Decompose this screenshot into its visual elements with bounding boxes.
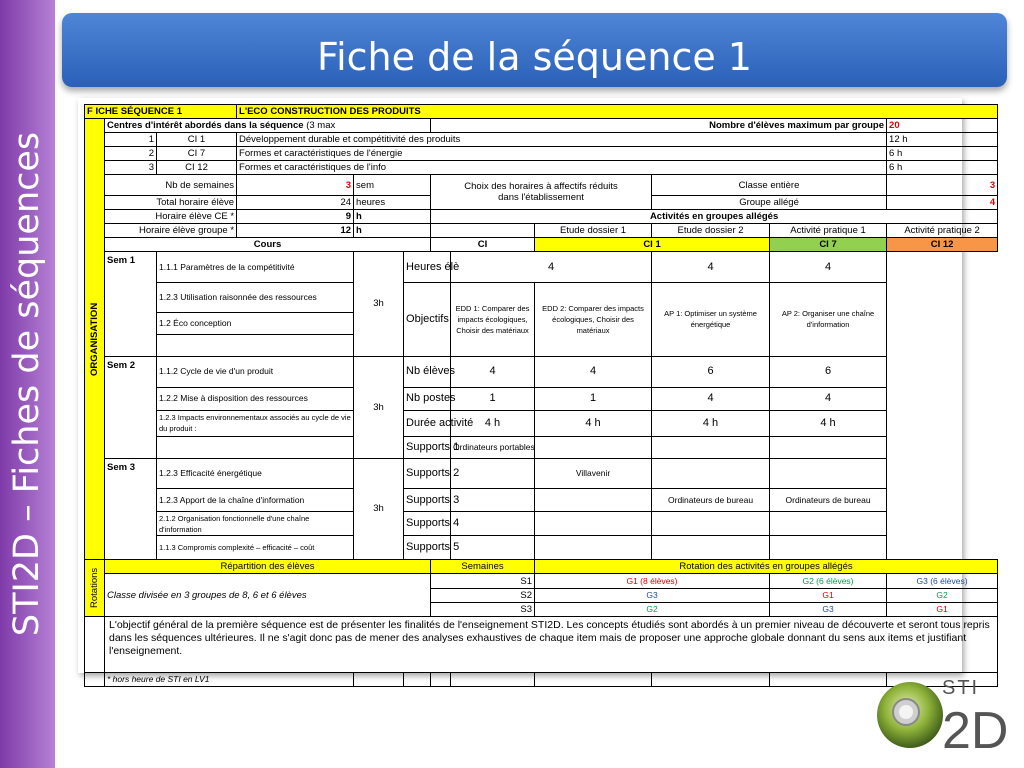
sem2-row-2: 1.2.2 Mise à disposition des ressources Nb postes 1 1 4 4 <box>85 387 998 410</box>
sem3-row-2: 1.2.3 Apport de la chaîne d'information Supports 3 Ordinateurs de bureau Ordinateurs de bureau <box>85 489 998 512</box>
rotation-row-s3: S3 G2 G3 G1 <box>85 603 998 617</box>
sem1-row-1: Sem 1 1.1.1 Paramètres de la compétitivité 3h Heures élè 4 4 4 <box>85 252 998 283</box>
sidebar-title: STI2D – Fiches de séquences <box>7 131 47 637</box>
activites-title: Activités en groupes allégés <box>431 210 998 224</box>
cours-label: Cours <box>105 238 431 252</box>
ci-row-3: 3 CI 12 Formes et caractéristiques de l'info 6 h <box>85 161 998 175</box>
logo-text-sti: STI <box>942 677 980 699</box>
page-title: Fiche de la séquence 1 <box>317 35 752 79</box>
col-head-2: Etude dossier 2 <box>652 224 770 238</box>
ci-label: CI <box>431 238 535 252</box>
sem2-row-1: Sem 2 1.1.2 Cycle de vie d'un produit 3h Nb élèves 4 4 6 6 <box>85 356 998 387</box>
sheet-grid <box>84 104 996 684</box>
rotations-label: Rotations <box>89 567 100 609</box>
rotations-cell <box>85 560 105 617</box>
sti2d-logo <box>870 670 1020 760</box>
total-horaire-row: Total horaire élève 24 heures Groupe allégé 4 <box>85 196 998 210</box>
sem1-row-2: 1.2.3 Utilisation raisonnée des ressources Objectifs EDD 1: Comparer des impacts écologiques, Choisir des matériaux EDD 2: Comparer des impacts écologiques, Choisir des matériaux AP 1: Optimiser un système énergétique AP 2: Organiser une chaîne d'information <box>85 283 998 312</box>
centres-label: Centres d'intérêt abordés dans la séquence <box>107 120 304 131</box>
footnote-row <box>85 673 998 687</box>
sem2-row-3: 1.2.3 Impacts environnementaux associés au cycle de vie du produit : Durée activité 4 h 4 h 4 h 4 h <box>85 410 998 436</box>
horaire-groupe-row: Horaire élève groupe * 12 h Etude dossier 1 Etude dossier 2 Activité pratique 1 Activité pratique 2 <box>85 224 998 238</box>
semaines-row: Nb de semaines 3 sem Choix des horaires à affectifs réduits dans l'établissement Classe entière 3 <box>85 175 998 196</box>
col-head-1: Etude dossier 1 <box>535 224 652 238</box>
rotation-row-s2: S2 G3 G1 G2 <box>85 589 998 603</box>
max-eleves-value: 20 <box>887 119 998 133</box>
objectif-row <box>85 617 998 673</box>
ci-row-1: 1 CI 1 Développement durable et compétitivité des produits 12 h <box>85 133 998 147</box>
sem3-row-1: Sem 3 1.2.3 Efficacité énergétique 3h Supports 2 Villavenir <box>85 458 998 488</box>
organisation-cell <box>85 119 105 560</box>
ci-row-2: 2 CI 7 Formes et caractéristiques de l'énergie 6 h <box>85 147 998 161</box>
sem3-row-4: 1.1.3 Compromis complexité – efficacité – coût Supports 5 <box>85 536 998 560</box>
sequence-table <box>84 104 998 560</box>
title-row <box>85 105 998 119</box>
logo-text-2d: 2D <box>942 702 1009 760</box>
choix-horaires: Choix des horaires à affectifs réduits dans l'établissement <box>431 175 652 210</box>
objectif-general: L'objectif général de la première séquence est de présenter les finalités de l'enseignement STI2D. Les concepts étudiés sont abordés à un premier niveau de découverte et seront tous repris dans les séquences ultérieures. Il ne s'agit donc pas de mener des analyses exhaustives de chaque item mais de proposer une approche globale donnant du sens aux items et justifiant l'enseignement. <box>105 617 998 673</box>
max-eleves-label: Nombre d'élèves maximum par groupe <box>431 119 887 133</box>
sheet-title: F ICHE SÉQUENCE 1 <box>85 105 237 119</box>
sem2-row-4: Supports 1 Ordinateurs portables <box>85 436 998 458</box>
rotations-head-row: Rotations Répartition des élèves Semaines Rotation des activités en groupes allégés <box>85 560 998 574</box>
sidebar <box>0 0 55 768</box>
col-head-4: Activité pratique 2 <box>887 224 998 238</box>
cours-ci-row: Cours CI CI 1 CI 7 CI 12 <box>85 238 998 252</box>
sem1-row-3: 1.2 Éco conception <box>85 312 998 334</box>
title-banner <box>62 13 1007 87</box>
sheet-theme: L'ECO CONSTRUCTION DES PRODUITS <box>237 105 998 119</box>
rotations-table <box>84 559 998 687</box>
col-head-3: Activité pratique 1 <box>770 224 887 238</box>
centres-note: (3 max <box>306 120 336 131</box>
horaire-ce-row: Horaire élève CE * 9 h Activités en groupes allégés <box>85 210 998 224</box>
footnote: * hors heure de STI en LV1 <box>105 673 354 687</box>
centres-row <box>85 119 998 133</box>
sem3-row-3: 2.1.2 Organisation fonctionnelle d'une chaîne d'information Supports 4 <box>85 512 998 536</box>
organisation-label: ORGANISATION <box>89 302 100 376</box>
rotation-row-s1: Classe divisée en 3 groupes de 8, 6 et 6 élèves S1 G1 (8 élèves) G2 (6 élèves) G3 (6 élèves) <box>85 574 998 589</box>
sequence-sheet <box>78 98 996 684</box>
